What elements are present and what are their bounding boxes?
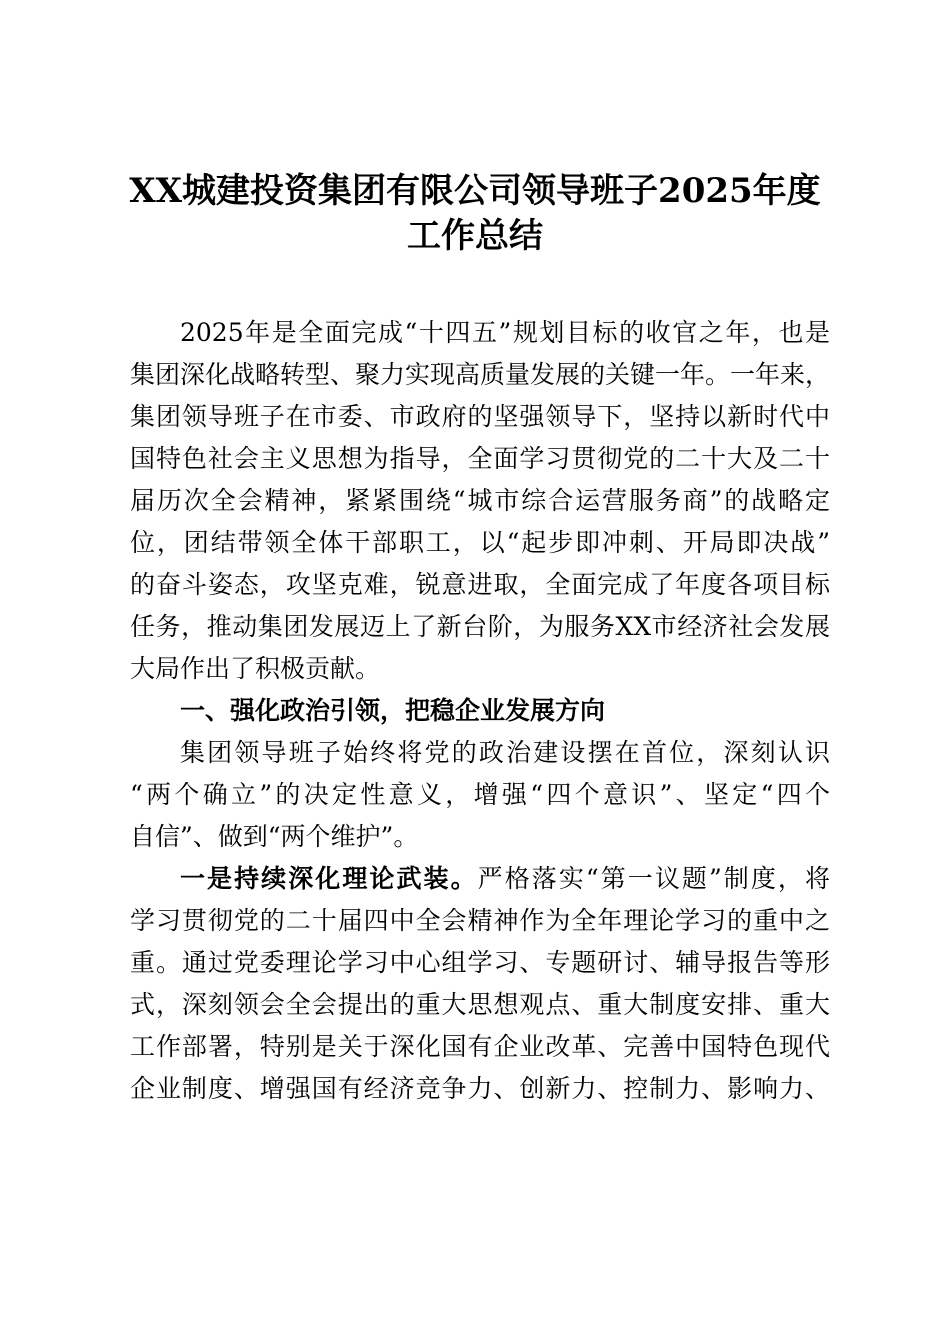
paragraph-line: 企业制度、增强国有经济竞争力、创新力、控制力、影响力、 [130,1074,830,1103]
intro-paragraph [130,312,830,690]
section-paragraph [130,732,830,858]
paragraph-line: 重。通过党委理论学习中心组学习、专题研讨、辅导报告等形 [130,948,830,977]
paragraph-line: 式，深刻领会全会提出的重大思想观点、重大制度安排、重大 [130,990,830,1019]
paragraph-line: 学习贯彻党的二十届四中全会精神作为全年理论学习的重中之 [130,906,830,935]
paragraph-line: 工作部署，特别是关于深化国有企业改革、完善中国特色现代 [130,1032,830,1061]
paragraph-line: 大局作出了积极贡献。 [130,654,381,683]
document-title-line-2: 工作总结 [407,216,543,256]
paragraph-line: 届历次全会精神，紧紧围绕“城市综合运营服务商”的战略定 [130,486,830,515]
point-lead: 一是持续深化理论武装。 [180,864,478,893]
paragraph-line: 集团领导班子在市委、市政府的坚强领导下，坚持以新时代中 [130,402,830,431]
paragraph-line: 自信”、做到“两个维护”。 [130,822,419,851]
paragraph-line: 国特色社会主义思想为指导，全面学习贯彻党的二十大及二十 [130,444,830,473]
paragraph-line: 任务，推动集团发展迈上了新台阶，为服务XX市经济社会发展 [130,612,830,641]
paragraph-line: 集团领导班子始终将党的政治建设摆在首位，深刻认识 [180,738,830,767]
paragraph-line: 的奋斗姿态，攻坚克难，锐意进取，全面完成了年度各项目标 [130,570,830,599]
paragraph-line: 集团深化战略转型、聚力实现高质量发展的关键一年。一年来， [130,360,831,389]
document-title-line-1: XX城建投资集团有限公司领导班子2025年度 [129,171,821,211]
paragraph-line: 位，团结带领全体干部职工，以“起步即冲刺、开局即决战” [130,528,830,557]
document-body [130,312,830,1110]
point-lead-rest: 严格落实“第一议题”制度，将 [477,864,830,893]
point-paragraph [130,858,830,1110]
paragraph-line: 2025年是全面完成“十四五”规划目标的收官之年，也是 [180,318,830,347]
paragraph-line [130,858,830,900]
paragraph-line: “两个确立”的决定性意义，增强“四个意识”、坚定“四个 [130,780,830,809]
section-heading: 一、强化政治引领，把稳企业发展方向 [180,696,606,725]
